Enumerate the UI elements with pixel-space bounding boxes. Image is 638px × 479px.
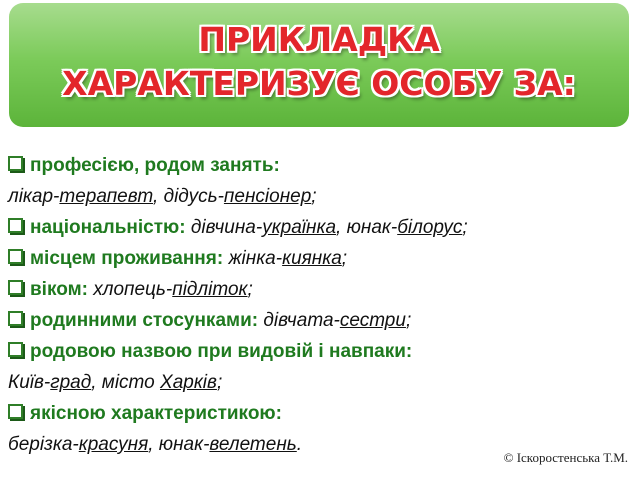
- content-list: [8, 150, 633, 460]
- list-item-residence: місцем проживання: жінка-киянка;: [8, 243, 633, 274]
- checkbox-bullet-icon: [8, 404, 23, 419]
- list-item-generic-name: родовою назвою при видовій і навпаки:: [8, 336, 633, 367]
- checkbox-bullet-icon: [8, 311, 23, 326]
- author-credit: © Іскоростенська Т.М.: [503, 450, 628, 465]
- slide-title-line1: ПРИКЛАДКА: [198, 20, 440, 59]
- list-item-profession: професією, родом занять:: [8, 150, 633, 181]
- checkbox-bullet-icon: [8, 342, 23, 357]
- example-line-quality: берізка-красуня, юнак-велетень.: [8, 434, 303, 455]
- example-line-profession: лікар-терапевт, дідусь-пенсіонер;: [8, 186, 317, 207]
- list-item-family: родинними стосунками: дівчата-сестри;: [8, 305, 633, 336]
- list-item-quality: якісною характеристикою:: [8, 398, 633, 429]
- checkbox-bullet-icon: [8, 280, 23, 295]
- checkbox-bullet-icon: [8, 156, 23, 171]
- slide-title-line2: ХАРАКТЕРИЗУЄ ОСОБУ ЗА:: [62, 64, 576, 103]
- list-item-age: віком: хлопець-підліток;: [8, 274, 633, 305]
- list-item-nationality: національністю: дівчина-українка, юнак-білорус;: [8, 212, 633, 243]
- checkbox-bullet-icon: [8, 249, 23, 264]
- example-line-generic-name: Київ-град, місто Харків;: [8, 372, 223, 393]
- checkbox-bullet-icon: [8, 218, 23, 233]
